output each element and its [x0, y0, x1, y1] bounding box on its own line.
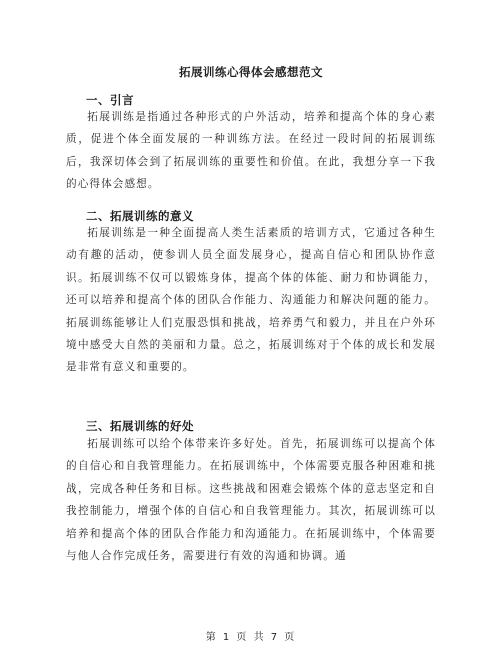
page-footer: 第 1 页 共 7 页 [205, 632, 297, 643]
section-paragraph-benefits: 拓展训练可以给个体带来许多好处。首先，拓展训练可以提高个体的自信心和自我管理能力。在拓展训练中，个体需要克服各种困难和挑战，完成各种任务和目标。这些挑战和困难会锻炼个体的意志坚定和自我控制能力，增强个体的自信心和自我管理能力。其次，拓展训练可以培养和提高个体的团队合作能力和沟通能力。在拓展训练中，个体需要与他人合作完成任务，需要进行有效的沟通和协调。通 [66, 438, 436, 563]
section-heading-introduction: 一、引言 [86, 93, 134, 107]
section-paragraph-introduction: 拓展训练是指通过各种形式的户外活动，培养和提高个体的身心素质，促进个体全面发展的一种训练方法。在经过一段时间的拓展训练后，我深切体会到了拓展训练的重要性和价值。在此，我想分享一下我的心得体会感想。 [66, 111, 436, 191]
section-heading-benefits: 三、拓展训练的好处 [86, 419, 194, 433]
section-paragraph-meaning: 拓展训练是一种全面提高人类生活素质的培训方式，它通过各种生动有趣的活动，使参训人员全面发展身心，提高自信心和团队协作意识。拓展训练不仅可以锻炼身体，提高个体的体能、耐力和协调能力，还可以培养和提高个体的团队合作能力、沟通能力和解决问题的能力。拓展训练能够让人们克服恐惧和挑战，培养勇气和毅力，并且在户外环境中感受大自然的美丽和力量。总之，拓展训练对于个体的成长和发展是非常有意义和重要的。 [66, 227, 436, 374]
section-heading-meaning: 二、拓展训练的意义 [86, 209, 194, 223]
document-title: 拓展训练心得体会感想范文 [179, 65, 323, 79]
